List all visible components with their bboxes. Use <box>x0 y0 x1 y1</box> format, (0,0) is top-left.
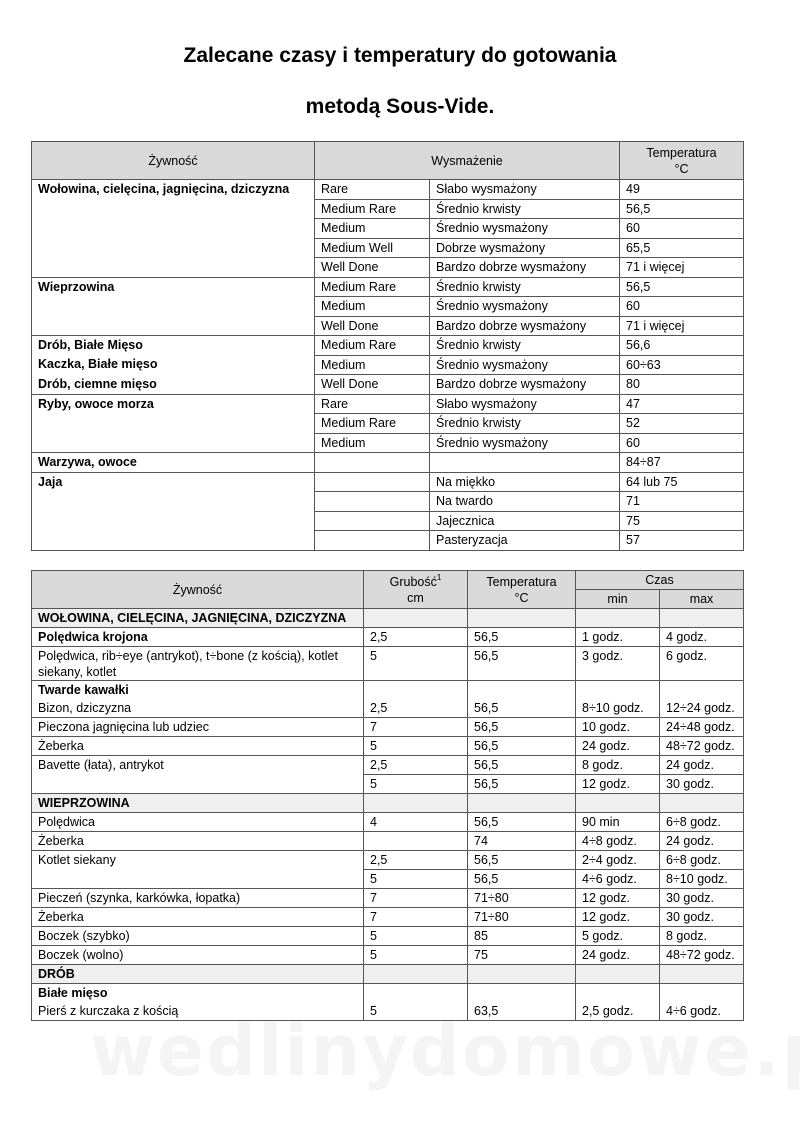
temperature-cell: 71÷80 <box>468 908 576 927</box>
page-title-line2: metodą Sous-Vide. <box>305 95 495 118</box>
temperature-cell: 56,5 <box>620 199 744 219</box>
empty-cell <box>364 965 468 984</box>
temperature-cell: 71 <box>620 492 744 512</box>
temperature-cell: 56,5 <box>468 775 576 794</box>
time-max-cell: 24 godz. <box>660 832 744 851</box>
doneness-pl-cell: Średnio wysmażony <box>430 433 620 453</box>
time-max-cell: 30 godz. <box>660 908 744 927</box>
section-label: DRÓB <box>32 965 364 984</box>
temperature-cell: 56,5 <box>468 647 576 681</box>
empty-cell <box>364 794 468 813</box>
header-temperature-unit: °C <box>674 162 689 176</box>
header-temperature <box>620 142 744 180</box>
header-temperature-label: Temperatura <box>646 146 717 160</box>
temperature-cell: 56,6 <box>620 336 744 356</box>
table-row <box>32 394 744 414</box>
temperature-cell: 56,5 <box>468 851 576 870</box>
doneness-en-cell: Medium <box>315 219 430 239</box>
empty-cell <box>468 681 576 700</box>
food-group-cell: Wieprzowina <box>32 277 315 297</box>
doneness-en-cell: Medium Rare <box>315 277 430 297</box>
temperature-cell: 65,5 <box>620 238 744 258</box>
temperature-cell: 74 <box>468 832 576 851</box>
temperature-cell: 80 <box>620 375 744 395</box>
section-label: WOŁOWINA, CIELĘCINA, JAGNIĘCINA, DZICZYZNA <box>32 609 364 628</box>
temperature-cell: 56,5 <box>468 813 576 832</box>
food-cell: Pieczeń (szynka, karkówka, łopatka) <box>32 889 364 908</box>
section-label: WIEPRZOWINA <box>32 794 364 813</box>
header-thickness-footnote: 1 <box>436 572 442 582</box>
table-row <box>32 889 744 908</box>
empty-cell <box>364 681 468 700</box>
empty-cell <box>364 609 468 628</box>
table-row <box>32 238 744 258</box>
empty-cell <box>576 794 660 813</box>
food-group-cell: Ryby, owoce morza <box>32 394 315 414</box>
food-group-cell <box>32 414 315 434</box>
time-max-cell: 6÷8 godz. <box>660 813 744 832</box>
doneness-pl-cell: Jajecznica <box>430 511 620 531</box>
food-cell: Żeberka <box>32 737 364 756</box>
thickness-cell: 2,5 <box>364 628 468 647</box>
food-cell <box>32 870 364 889</box>
empty-cell <box>660 794 744 813</box>
food-cell: Pieczona jagnięcina lub udziec <box>32 718 364 737</box>
doneness-en-cell: Well Done <box>315 316 430 336</box>
temperature-cell: 75 <box>620 511 744 531</box>
doneness-pl-cell: Na twardo <box>430 492 620 512</box>
doneness-en-cell: Well Done <box>315 375 430 395</box>
doneness-pl-cell: Średnio wysmażony <box>430 355 620 375</box>
thickness-cell: 5 <box>364 737 468 756</box>
time-max-cell: 6 godz. <box>660 647 744 681</box>
doneness-en-cell <box>315 472 430 492</box>
doneness-pl-cell: Bardzo dobrze wysmażony <box>430 316 620 336</box>
table-row <box>32 832 744 851</box>
header-time: Czas <box>576 571 744 590</box>
time-max-cell: 4÷6 godz. <box>660 1002 744 1021</box>
food-cell: Polędwica, rib÷eye (antrykot), t÷bone (z kością), kotlet siekany, kotlet <box>32 647 364 681</box>
food-cell: Polędwica <box>32 813 364 832</box>
doneness-pl-cell: Bardzo dobrze wysmażony <box>430 258 620 278</box>
header-thickness-label: Grubość <box>389 574 437 589</box>
table-row <box>32 813 744 832</box>
time-min-cell: 1 godz. <box>576 628 660 647</box>
thickness-cell: 5 <box>364 775 468 794</box>
doneness-en-cell <box>315 492 430 512</box>
table-row <box>32 870 744 889</box>
food-group-cell: Jaja <box>32 472 315 492</box>
table-row <box>32 453 744 473</box>
doneness-en-cell: Well Done <box>315 258 430 278</box>
thickness-cell: 2,5 <box>364 756 468 775</box>
time-min-cell: 2,5 godz. <box>576 1002 660 1021</box>
food-cell: Bizon, dziczyzna <box>32 699 364 718</box>
table-row <box>32 511 744 531</box>
time-max-cell: 30 godz. <box>660 889 744 908</box>
doneness-pl-cell: Dobrze wysmażony <box>430 238 620 258</box>
doneness-pl-cell: Średnio krwisty <box>430 199 620 219</box>
doneness-en-cell: Medium Well <box>315 238 430 258</box>
temperature-cell: 60 <box>620 297 744 317</box>
table-row <box>32 531 744 551</box>
table-row <box>32 258 744 278</box>
subsection-label: Twarde kawałki <box>32 681 364 700</box>
temperature-cell: 64 lub 75 <box>620 472 744 492</box>
empty-cell <box>468 609 576 628</box>
thickness-cell: 5 <box>364 946 468 965</box>
doneness-pl-cell: Pasteryzacja <box>430 531 620 551</box>
temperature-cell: 60÷63 <box>620 355 744 375</box>
food-group-cell: Drób, Białe Mięso <box>32 336 315 356</box>
thickness-cell: 5 <box>364 1002 468 1021</box>
temperature-cell: 60 <box>620 433 744 453</box>
temperature-cell: 71 i więcej <box>620 258 744 278</box>
doneness-pl-cell: Średnio wysmażony <box>430 219 620 239</box>
subsection-row <box>32 984 744 1003</box>
cooking-times-table <box>31 570 744 1021</box>
time-min-cell: 5 godz. <box>576 927 660 946</box>
doneness-temperature-table <box>31 141 744 551</box>
page-title-line1: Zalecane czasy i temperatury do gotowania <box>183 44 617 67</box>
doneness-en-cell: Medium Rare <box>315 199 430 219</box>
temperature-cell: 56,5 <box>468 718 576 737</box>
food-cell: Kotlet siekany <box>32 851 364 870</box>
temperature-cell: 47 <box>620 394 744 414</box>
time-max-cell: 8÷10 godz. <box>660 870 744 889</box>
thickness-cell: 7 <box>364 889 468 908</box>
thickness-cell: 5 <box>364 927 468 946</box>
table-row <box>32 647 744 681</box>
table-row <box>32 277 744 297</box>
table-row <box>32 851 744 870</box>
empty-cell <box>468 794 576 813</box>
temperature-cell: 85 <box>468 927 576 946</box>
food-group-cell <box>32 219 315 239</box>
doneness-en-cell: Medium Rare <box>315 414 430 434</box>
temperature-cell: 57 <box>620 531 744 551</box>
subsection-label: Białe mięso <box>32 984 364 1003</box>
table-row <box>32 737 744 756</box>
doneness-pl-cell: Słabo wysmażony <box>430 394 620 414</box>
doneness-en-cell: Medium <box>315 433 430 453</box>
time-max-cell: 4 godz. <box>660 628 744 647</box>
time-max-cell: 8 godz. <box>660 927 744 946</box>
table-row <box>32 492 744 512</box>
table-row <box>32 927 744 946</box>
table-row <box>32 433 744 453</box>
thickness-cell: 7 <box>364 908 468 927</box>
time-min-cell: 24 godz. <box>576 946 660 965</box>
food-group-cell <box>32 199 315 219</box>
empty-cell <box>364 984 468 1003</box>
temperature-cell: 84÷87 <box>620 453 744 473</box>
time-min-cell: 4÷8 godz. <box>576 832 660 851</box>
table-row <box>32 375 744 395</box>
empty-cell <box>576 984 660 1003</box>
temperature-cell: 56,5 <box>468 870 576 889</box>
empty-cell <box>576 965 660 984</box>
time-min-cell: 8 godz. <box>576 756 660 775</box>
subsection-row <box>32 681 744 700</box>
table-row <box>32 180 744 200</box>
time-min-cell: 8÷10 godz. <box>576 699 660 718</box>
thickness-cell: 5 <box>364 870 468 889</box>
empty-cell <box>660 965 744 984</box>
table-row <box>32 699 744 718</box>
table-row <box>32 946 744 965</box>
time-max-cell: 30 godz. <box>660 775 744 794</box>
doneness-en-cell: Rare <box>315 180 430 200</box>
doneness-pl-cell: Średnio krwisty <box>430 414 620 434</box>
table-row <box>32 756 744 775</box>
food-cell: Boczek (wolno) <box>32 946 364 965</box>
header-max: max <box>660 590 744 609</box>
food-group-cell <box>32 297 315 317</box>
doneness-pl-cell: Na miękko <box>430 472 620 492</box>
table-row <box>32 628 744 647</box>
time-min-cell: 90 min <box>576 813 660 832</box>
section-row <box>32 794 744 813</box>
section-row <box>32 965 744 984</box>
table-row <box>32 355 744 375</box>
header-temperature-label: Temperatura <box>486 574 557 589</box>
watermark <box>90 1010 730 1092</box>
temperature-cell: 56,5 <box>468 699 576 718</box>
food-group-cell: Drób, ciemne mięso <box>32 375 315 395</box>
table-row <box>32 297 744 317</box>
table-row <box>32 199 744 219</box>
empty-cell <box>468 965 576 984</box>
temperature-cell: 71÷80 <box>468 889 576 908</box>
doneness-en-cell <box>315 511 430 531</box>
empty-cell <box>576 609 660 628</box>
temperature-cell: 75 <box>468 946 576 965</box>
thickness-cell: 4 <box>364 813 468 832</box>
doneness-pl-cell: Średnio wysmażony <box>430 297 620 317</box>
doneness-pl-cell <box>430 453 620 473</box>
temperature-cell: 52 <box>620 414 744 434</box>
table-row <box>32 414 744 434</box>
table-row <box>32 1002 744 1021</box>
food-group-cell <box>32 531 315 551</box>
doneness-en-cell <box>315 531 430 551</box>
header-thickness-unit: cm <box>407 590 424 605</box>
thickness-cell: 7 <box>364 718 468 737</box>
empty-cell <box>660 681 744 700</box>
doneness-en-cell: Medium <box>315 355 430 375</box>
time-max-cell: 48÷72 godz. <box>660 946 744 965</box>
food-group-cell <box>32 238 315 258</box>
time-max-cell: 24 godz. <box>660 756 744 775</box>
table-row <box>32 472 744 492</box>
header-temperature-unit: °C <box>514 590 529 605</box>
food-cell: Bavette (łata), antrykot <box>32 756 364 775</box>
food-group-cell: Warzywa, owoce <box>32 453 315 473</box>
header-food: Żywność <box>32 571 364 609</box>
table-row <box>32 718 744 737</box>
temperature-cell: 56,5 <box>468 756 576 775</box>
doneness-en-cell: Medium Rare <box>315 336 430 356</box>
header-food: Żywność <box>32 142 315 180</box>
empty-cell <box>660 984 744 1003</box>
food-group-cell <box>32 511 315 531</box>
time-min-cell: 3 godz. <box>576 647 660 681</box>
header-doneness: Wysmażenie <box>315 142 620 180</box>
food-cell: Żeberka <box>32 832 364 851</box>
doneness-en-cell <box>315 453 430 473</box>
food-group-cell: Wołowina, cielęcina, jagnięcina, dziczyzna <box>32 180 315 200</box>
doneness-pl-cell: Słabo wysmażony <box>430 180 620 200</box>
table-row <box>32 908 744 927</box>
time-min-cell: 4÷6 godz. <box>576 870 660 889</box>
time-max-cell: 6÷8 godz. <box>660 851 744 870</box>
food-group-cell: Kaczka, Białe mięso <box>32 355 315 375</box>
section-row <box>32 609 744 628</box>
food-cell <box>32 775 364 794</box>
header-min: min <box>576 590 660 609</box>
food-cell: Pierś z kurczaka z kością <box>32 1002 364 1021</box>
temperature-cell: 56,5 <box>468 628 576 647</box>
temperature-cell: 63,5 <box>468 1002 576 1021</box>
time-max-cell: 24÷48 godz. <box>660 718 744 737</box>
empty-cell <box>468 984 576 1003</box>
header-thickness <box>364 571 468 609</box>
thickness-cell: 2,5 <box>364 699 468 718</box>
table-row <box>32 316 744 336</box>
thickness-cell: 5 <box>364 647 468 681</box>
temperature-cell: 56,5 <box>620 277 744 297</box>
thickness-cell <box>364 832 468 851</box>
table-row <box>32 219 744 239</box>
temperature-cell: 49 <box>620 180 744 200</box>
doneness-en-cell: Rare <box>315 394 430 414</box>
doneness-en-cell: Medium <box>315 297 430 317</box>
food-cell: Polędwica krojona <box>32 628 364 647</box>
food-group-cell <box>32 258 315 278</box>
time-min-cell: 12 godz. <box>576 775 660 794</box>
thickness-cell: 2,5 <box>364 851 468 870</box>
food-group-cell <box>32 433 315 453</box>
food-cell: Żeberka <box>32 908 364 927</box>
temperature-cell: 56,5 <box>468 737 576 756</box>
time-min-cell: 12 godz. <box>576 889 660 908</box>
doneness-pl-cell: Średnio krwisty <box>430 336 620 356</box>
empty-cell <box>660 609 744 628</box>
food-group-cell <box>32 492 315 512</box>
doneness-pl-cell: Bardzo dobrze wysmażony <box>430 375 620 395</box>
header-temperature <box>468 571 576 609</box>
table-row <box>32 775 744 794</box>
table-row <box>32 336 744 356</box>
temperature-cell: 60 <box>620 219 744 239</box>
time-min-cell: 24 godz. <box>576 737 660 756</box>
food-cell: Boczek (szybko) <box>32 927 364 946</box>
doneness-pl-cell: Średnio krwisty <box>430 277 620 297</box>
time-max-cell: 48÷72 godz. <box>660 737 744 756</box>
time-min-cell: 10 godz. <box>576 718 660 737</box>
empty-cell <box>576 681 660 700</box>
time-max-cell: 12÷24 godz. <box>660 699 744 718</box>
food-group-cell <box>32 316 315 336</box>
temperature-cell: 71 i więcej <box>620 316 744 336</box>
time-min-cell: 2÷4 godz. <box>576 851 660 870</box>
time-min-cell: 12 godz. <box>576 908 660 927</box>
